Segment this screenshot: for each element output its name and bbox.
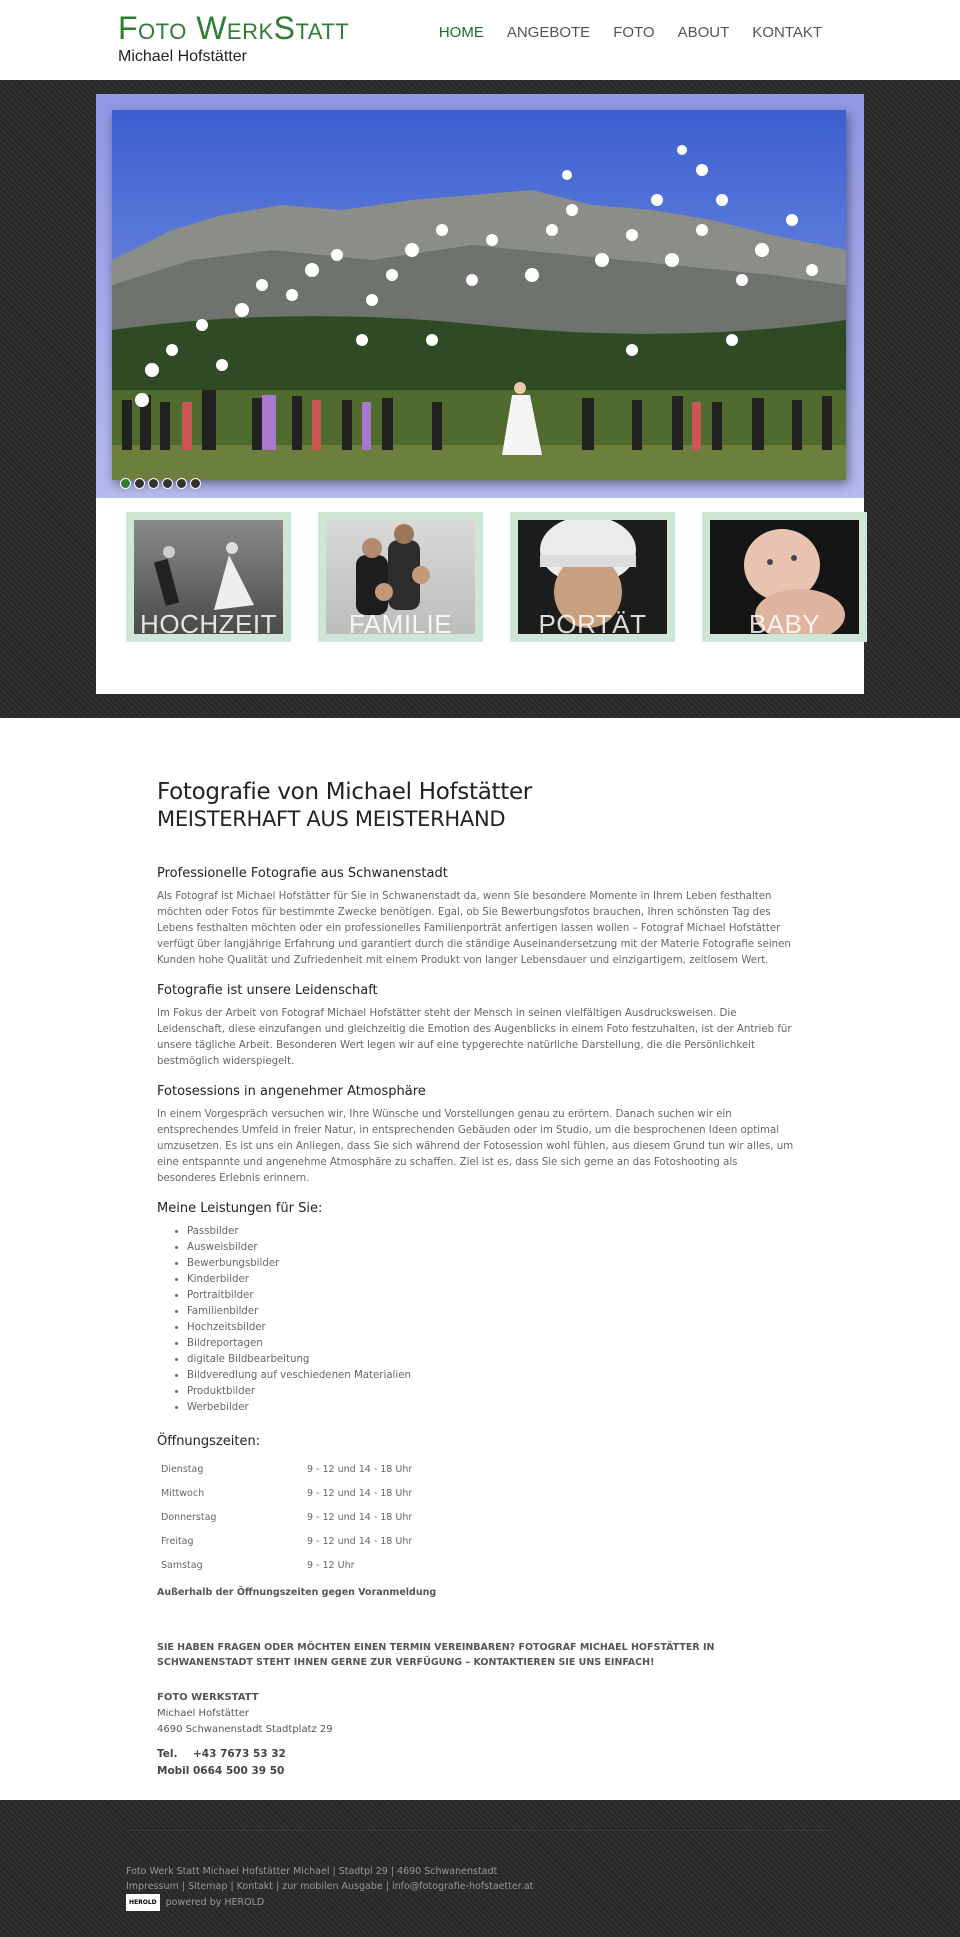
list-item: • Ausweisbilder [187, 1240, 960, 1256]
footer-address: Foto Werk Statt Michael Hofstätter Michael | Stadtpl 29 | 4690 Schwanenstadt [126, 1866, 498, 1877]
footer-link-kontakt[interactable]: Kontakt [236, 1881, 274, 1892]
site-footer [0, 1800, 960, 1937]
section-text: Im Fokus der Arbeit von Fotograf Michael Hofstätter steht der Mensch in seinen vielfältigen Ausdrucksweisen. Die Leidenschaft, diese einzufangen und gleichzeitig die Emotion des Augenblicks in einem Foto festzuhalten, ist der Antrieb für unsere tägliche Arbeit. Besonderen Wert legen wir auf eine typgerechte natürliche Darstellung, die die Persönlichkeit bestmöglich widerspiegelt. [157, 1008, 792, 1067]
thumb-baby[interactable] [702, 512, 867, 642]
wedding-photo [112, 110, 846, 480]
site-header [0, 0, 960, 80]
footer-link-mobile[interactable]: zur mobilen Ausgabe [282, 1881, 383, 1892]
hours-day: Donnerstag [161, 1511, 217, 1523]
hero-card [96, 94, 864, 694]
table-row [157, 1505, 412, 1529]
hours-note: Außerhalb der Öffnungszeiten gegen Voranmeldung [157, 1587, 437, 1598]
site-logo[interactable] [118, 10, 349, 66]
thumb-hochzeit[interactable] [126, 512, 291, 642]
hours-title: Öffnungszeiten: [157, 1434, 261, 1449]
thumb-portraet[interactable] [510, 512, 675, 642]
hours-time: 9 - 12 und 14 - 18 Uhr [307, 1535, 413, 1547]
nav-home[interactable]: HOME [438, 24, 484, 41]
main-nav [439, 24, 822, 41]
list-item: • Bewerbungsbilder [187, 1256, 960, 1272]
contact-block [157, 1690, 960, 1738]
footer-link-impressum[interactable]: Impressum [126, 1881, 179, 1892]
slider-dot-2[interactable] [134, 478, 145, 489]
page-subtitle: MEISTERHAFT AUS MEISTERHAND [157, 807, 506, 831]
hours-time: 9 - 12 und 14 - 18 Uhr [307, 1487, 413, 1499]
footer-link-sitemap[interactable]: Sitemap [188, 1881, 228, 1892]
table-row [157, 1553, 412, 1577]
section-title: Fotografie ist unsere Leidenschaft [157, 983, 378, 998]
section-text: Als Fotograf ist Michael Hofstätter für Sie in Schwanenstadt da, wenn Sie besondere Momente in Ihrem Leben festhalten möchten oder Fotos für bestimmte Zwecke benötigen. Egal, ob Sie Bewerbungsfotos brauchen, Ihren schönsten Tag des Lebens festhalten möchten oder ein professionelles Familienporträt anfertigen lassen wollen – Fotograf Michael Hofstätter verfügt über langjährige Erfahrung und garantiert durch die ständige Auseinandersetzung mit der Materie Fotografie seinen Kunden hohe Qualität und Zufriedenheit mit einem Produkt von langer Lebensdauer und einzigartigem, zeitlosem Wert. [157, 891, 791, 966]
slider-dot-6[interactable] [190, 478, 201, 489]
phone-block [157, 1746, 960, 1780]
footer-divider [126, 1830, 834, 1831]
herold-logo-icon[interactable]: HEROLD [126, 1894, 160, 1911]
services-list [187, 1224, 960, 1416]
section-title: Fotosessions in angenehmer Atmosphäre [157, 1084, 426, 1099]
opening-hours-table [157, 1457, 412, 1577]
hours-time: 9 - 12 und 14 - 18 Uhr [307, 1463, 413, 1475]
thumb-familie[interactable] [318, 512, 483, 642]
contact-name: Michael Hofstätter [157, 1708, 250, 1719]
tel-number[interactable]: +43 7673 53 32 [193, 1748, 286, 1760]
slider-dot-1[interactable] [120, 478, 131, 489]
table-row [157, 1457, 412, 1481]
list-item: • Bildreportagen [187, 1336, 960, 1352]
list-item: • Bildveredlung auf veschiedenen Materialien [187, 1368, 960, 1384]
list-item: • Familienbilder [187, 1304, 960, 1320]
main-content [0, 718, 960, 1820]
list-item: • Hochzeitsbilder [187, 1320, 960, 1336]
table-row [157, 1529, 412, 1553]
category-thumbnails [126, 512, 867, 642]
services-title: Meine Leistungen für Sie: [157, 1201, 323, 1216]
powered-by-text: powered by HEROLD [165, 1897, 265, 1908]
slider-dot-4[interactable] [162, 478, 173, 489]
footer-links: Impressum | Sitemap | Kontakt | zur mobilen Ausgabe | info@fotografie-hofstaetter.at [126, 1881, 534, 1892]
contact-address: 4690 Schwanenstadt Stadtplatz 29 [157, 1724, 333, 1735]
hours-time: 9 - 12 Uhr [307, 1559, 355, 1571]
footer-link-email[interactable]: info@fotografie-hofstaetter.at [391, 1881, 534, 1892]
logo-subtitle: Michael Hofstätter [118, 48, 247, 65]
list-item: • digitale Bildbearbeitung [187, 1352, 960, 1368]
hours-day: Dienstag [161, 1463, 204, 1475]
hours-day: Samstag [161, 1559, 203, 1571]
thumb-label-familie: FAMILIE [348, 609, 453, 639]
list-item: • Passbilder [187, 1224, 960, 1240]
logo-title: Foto WerkStatt [118, 10, 350, 46]
section-title: Professionelle Fotografie aus Schwanenstadt [157, 866, 448, 881]
thumb-label-hochzeit: HOCHZEIT [140, 609, 277, 639]
thumb-label-portraet: PORTÄT [538, 609, 647, 639]
hours-day: Mittwoch [161, 1487, 205, 1499]
section-text: In einem Vorgespräch versuchen wir, Ihre Wünsche und Vorstellungen genau zu erörtern. Danach suchen wir ein entsprechendes Umfeld in freier Natur, in entsprechenden Gebäuden oder im Studio, um die besprochenen Ideen optimal umzusetzen. Es ist uns ein Anliegen, dass Sie sich während der Fotosession wohl fühlen, aus diesem Grund tun wir alles, um eine entspannte und angenehme Atmosphäre zu schaffen. Ziel ist es, dass Sie sich gerne an das Fotoshooting als besonderes Erlebnis erinnern. [157, 1109, 794, 1184]
hours-day: Freitag [161, 1535, 194, 1547]
thumb-label-baby: BABY [748, 609, 821, 639]
page-title: Fotografie von Michael Hofstätter [157, 779, 532, 805]
slider-dots [120, 478, 201, 489]
tel-label: Tel. [157, 1748, 178, 1760]
list-item: • Produktbilder [187, 1384, 960, 1400]
nav-about[interactable]: ABOUT [677, 24, 730, 41]
mobil-label: Mobil [157, 1765, 190, 1777]
nav-angebote[interactable]: ANGEBOTE [506, 24, 591, 41]
contact-firm: FOTO WERKSTATT [157, 1692, 259, 1703]
torn-paper-edge [96, 674, 864, 700]
slide-wedding-balloons [112, 110, 846, 480]
hours-time: 9 - 12 und 14 - 18 Uhr [307, 1511, 413, 1523]
table-row [157, 1481, 412, 1505]
footer-powered [126, 1894, 533, 1911]
hero-section [0, 80, 960, 718]
list-item: • Kinderbilder [187, 1272, 960, 1288]
contact-cta: SIE HABEN FRAGEN ODER MÖCHTEN EINEN TERMIN VEREINBAREN? FOTOGRAF MICHAEL HOFSTÄTTER IN SCHWANENSTADT STEHT IHNEN GERNE ZUR VERFÜGUNG – KONTAKTIEREN SIE UNS EINFACH! [157, 1642, 715, 1668]
nav-foto[interactable]: FOTO [613, 24, 655, 41]
mobil-number[interactable]: 0664 500 39 50 [193, 1765, 285, 1777]
slider-dot-3[interactable] [148, 478, 159, 489]
list-item: • Portraitbilder [187, 1288, 960, 1304]
image-slider[interactable] [96, 94, 864, 498]
list-item: • Werbebilder [187, 1400, 960, 1416]
footer-text [126, 1864, 533, 1911]
nav-kontakt[interactable]: KONTAKT [752, 24, 822, 41]
slider-dot-5[interactable] [176, 478, 187, 489]
